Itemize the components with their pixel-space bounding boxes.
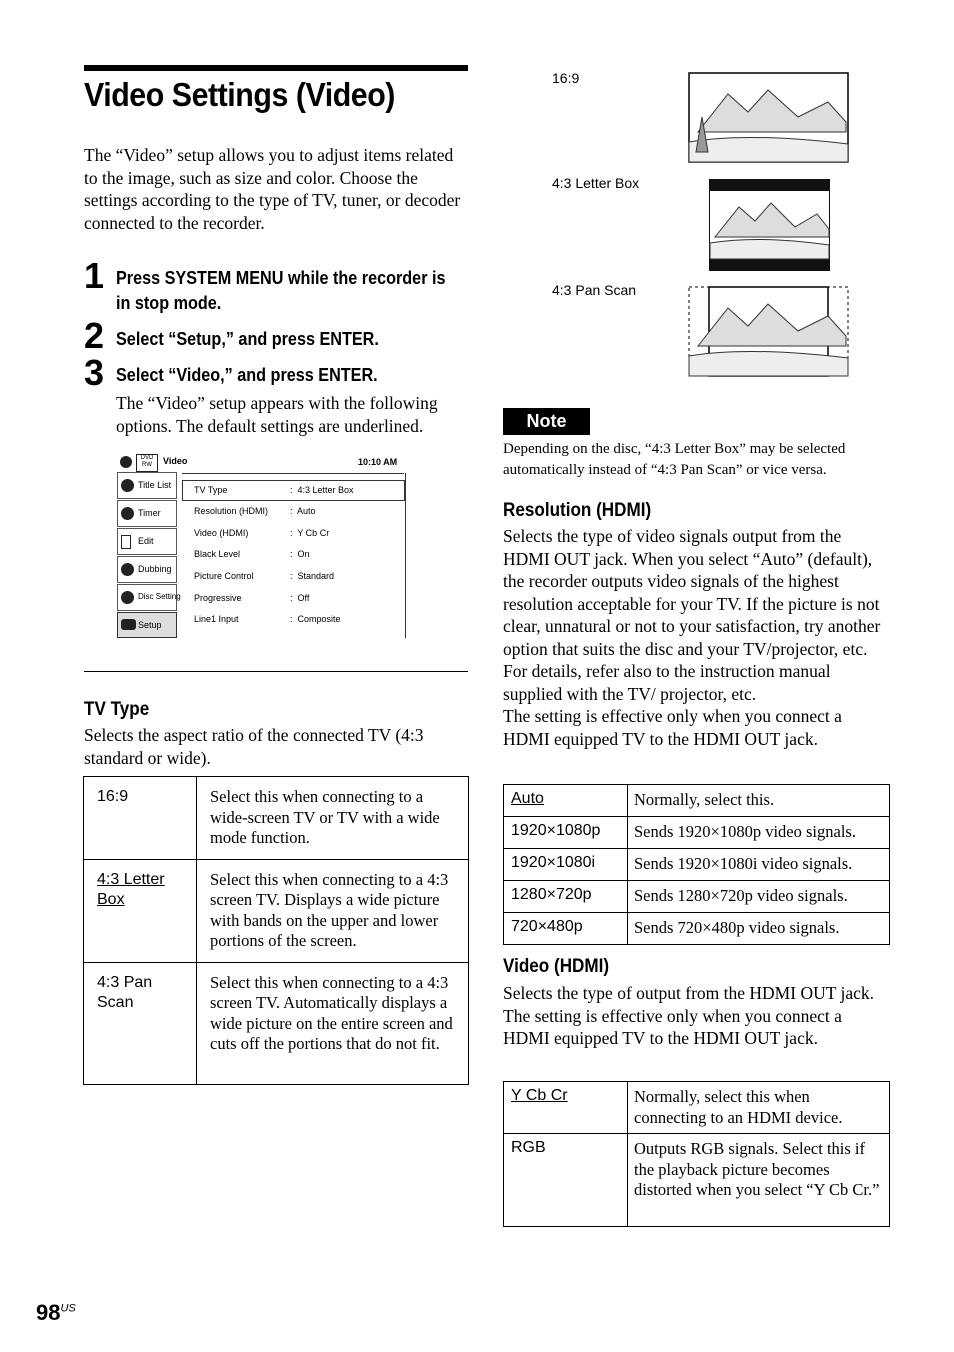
table-value: Select this when connecting to a 4:3 screen TV. Displays a wide picture with bands on the upper and lower portions of the screen.	[197, 859, 469, 962]
table-key	[84, 962, 197, 1084]
menu-option-label[interactable]: Line1 Input	[194, 614, 239, 624]
tab-label: Timer	[138, 508, 161, 518]
edit-icon	[121, 535, 131, 549]
resolution-heading: Resolution (HDMI)	[503, 500, 652, 521]
step-1-number: 1	[84, 255, 105, 296]
timer-icon	[121, 507, 134, 520]
table-value: Select this when connecting to a wide-screen TV or TV with a wide mode function.	[197, 777, 469, 860]
video-hdmi-heading: Video (HDMI)	[503, 956, 610, 977]
menu-option-label[interactable]: Picture Control	[194, 571, 254, 581]
tv-type-table	[83, 776, 469, 1085]
landscape-letter-box-illustration	[709, 179, 831, 272]
menu-option-value-text: Off	[297, 593, 310, 603]
page-number-suffix: US	[60, 1302, 76, 1315]
menu-option-value: : Standard	[290, 571, 335, 581]
table-key: 1280×720p	[504, 881, 628, 913]
menu-option-value-text: Standard	[297, 571, 335, 581]
table-key: Auto	[504, 785, 628, 817]
resolution-effective-note: The setting is effective only when you connect a HDMI equipped TV to the HDMI OUT jack.	[503, 706, 842, 749]
table-value: Normally, select this when connecting to an HDMI device.	[628, 1082, 890, 1134]
step-1-line1: Press SYSTEM MENU while the recorder is	[116, 268, 446, 288]
step-3-number: 3	[84, 352, 105, 393]
menu-header: Video	[163, 456, 188, 466]
table-key: 1920×1080p	[504, 817, 628, 849]
table-key: RGB	[504, 1134, 628, 1227]
table-key: Y Cb Cr	[504, 1082, 628, 1134]
table-key-line2: Scan	[97, 993, 134, 1011]
menu-tab-setup[interactable]	[117, 612, 177, 638]
menu-option-value: : Auto	[290, 506, 316, 516]
table-value: Normally, select this.	[628, 785, 890, 817]
table-row	[504, 817, 890, 849]
table-value: Outputs RGB signals. Select this if the playback picture becomes distorted when you select “Y Cb Cr.”	[628, 1134, 890, 1227]
table-row	[84, 777, 469, 860]
table-value: Sends 1920×1080i video signals.	[628, 849, 890, 881]
resolution-description-text: Selects the type of video signals output from the HDMI OUT jack. When you select “Auto” (default), the recorder outputs video signals of the highest resolution acceptable for your TV. If the picture is not clear, unnatural or not to your satisfaction, try another option that suits the disc and your TV/projector, etc. For details, refer also to the instruction manual supplied with the TV/ projector, etc.	[503, 526, 881, 704]
step-2-text: Select “Setup,” and press ENTER.	[116, 329, 379, 349]
page-number	[36, 1300, 76, 1326]
menu-option-label[interactable]: Video (HDMI)	[194, 528, 249, 538]
header-divider	[182, 473, 404, 474]
landscape-pan-scan-illustration	[688, 286, 850, 378]
table-row	[504, 849, 890, 881]
table-key	[84, 859, 197, 962]
table-row	[504, 1134, 890, 1227]
menu-option-label[interactable]: TV Type	[194, 485, 228, 495]
menu-option-value-text: Y Cb Cr	[297, 528, 330, 538]
menu-tab-dubbing[interactable]	[117, 556, 177, 583]
menu-option-value: : Off	[290, 593, 310, 603]
menu-option-value-text: Auto	[297, 506, 316, 516]
menu-clock: 10:10 AM	[358, 457, 398, 467]
menu-option-value: : 4:3 Letter Box	[290, 485, 354, 495]
table-key-line2: Box	[97, 890, 125, 908]
tab-label: Title List	[138, 480, 172, 490]
menu-option-label[interactable]: Black Level	[194, 549, 241, 559]
tv-type-heading: TV Type	[84, 699, 150, 720]
tab-label: Dubbing	[138, 564, 172, 574]
menu-option-value-text: 4:3 Letter Box	[297, 485, 354, 495]
disc-icon	[120, 456, 132, 468]
intro-paragraph: The “Video” setup allows you to adjust items related to the image, such as size and color. Choose the settings according to the type of TV, tuner, or decoder connected to the recorder.	[84, 145, 461, 233]
resolution-table	[503, 784, 890, 945]
menu-option-value: : On	[290, 549, 310, 559]
tv-type-description: Selects the aspect ratio of the connected TV (4:3 standard or wide).	[84, 725, 424, 768]
resolution-description	[503, 525, 889, 750]
step-2-number: 2	[84, 315, 105, 356]
step-1-line2: in stop mode.	[116, 293, 222, 313]
page-number-value: 98	[36, 1300, 61, 1325]
title-list-icon	[121, 479, 134, 492]
table-value: Sends 720×480p video signals.	[628, 913, 890, 945]
setup-icon	[121, 619, 136, 630]
tab-label: Edit	[138, 536, 154, 546]
table-row	[504, 913, 890, 945]
video-hdmi-effective-note: The setting is effective only when you connect a HDMI equipped TV to the HDMI OUT jack.	[503, 1005, 842, 1048]
table-value: Sends 1920×1080p video signals.	[628, 817, 890, 849]
tab-label: Disc Setting	[138, 592, 181, 601]
step-3-text: Select “Video,” and press ENTER.	[116, 365, 378, 385]
step-3-description: The “Video” setup appears with the following options. The default settings are underlined.	[116, 393, 438, 436]
table-row	[84, 962, 469, 1084]
menu-tab-edit[interactable]	[117, 528, 177, 555]
video-hdmi-table	[503, 1081, 890, 1227]
menu-option-value-text: On	[297, 549, 310, 559]
disc-setting-icon	[121, 591, 134, 604]
illustration-label-pan-scan: 4:3 Pan Scan	[552, 282, 637, 298]
table-value: Select this when connecting to a 4:3 screen TV. Automatically displays a wide picture on the entire screen and cuts off the portions that do not fit.	[197, 962, 469, 1084]
table-row	[504, 881, 890, 913]
menu-option-value: : Composite	[290, 614, 341, 624]
illustration-label-letter-box: 4:3 Letter Box	[552, 175, 640, 191]
menu-tab-timer[interactable]	[117, 500, 177, 527]
dubbing-icon	[121, 563, 134, 576]
table-key: 16:9	[84, 777, 197, 860]
menu-option-label[interactable]: Progressive	[194, 593, 242, 603]
table-row	[84, 859, 469, 962]
menu-option-label[interactable]: Resolution (HDMI)	[194, 506, 269, 516]
panel-right-edge	[405, 473, 406, 638]
note-text: Depending on the disc, “4:3 Letter Box” may be selected automatically instead of “4:3 Pan Scan” or vice versa.	[503, 441, 846, 478]
disc-badge: DVD RW	[136, 454, 158, 472]
menu-option-value-text: Composite	[297, 614, 341, 624]
landscape-16-9-illustration	[688, 72, 850, 164]
table-key: 1920×1080i	[504, 849, 628, 881]
page-title: Video Settings (Video)	[84, 76, 395, 113]
note-badge: Note	[503, 408, 590, 435]
video-hdmi-description	[503, 982, 889, 1050]
illustration-label-16-9: 16:9	[552, 70, 580, 86]
menu-tab-disc-setting[interactable]	[117, 584, 181, 611]
table-key-line1: 4:3 Letter	[97, 870, 165, 888]
table-key-line1: 4:3 Pan	[97, 973, 153, 991]
table-value: Sends 1280×720p video signals.	[628, 881, 890, 913]
step-1-text	[116, 266, 446, 316]
video-hdmi-description-text: Selects the type of output from the HDMI OUT jack.	[503, 983, 874, 1003]
table-key: 720×480p	[504, 913, 628, 945]
table-row	[504, 1082, 890, 1134]
menu-option-value: : Y Cb Cr	[290, 528, 330, 538]
tab-label: Setup	[138, 620, 162, 630]
section-divider	[84, 671, 468, 672]
menu-tab-title-list[interactable]	[117, 472, 177, 499]
title-rule	[84, 65, 468, 71]
table-row	[504, 785, 890, 817]
